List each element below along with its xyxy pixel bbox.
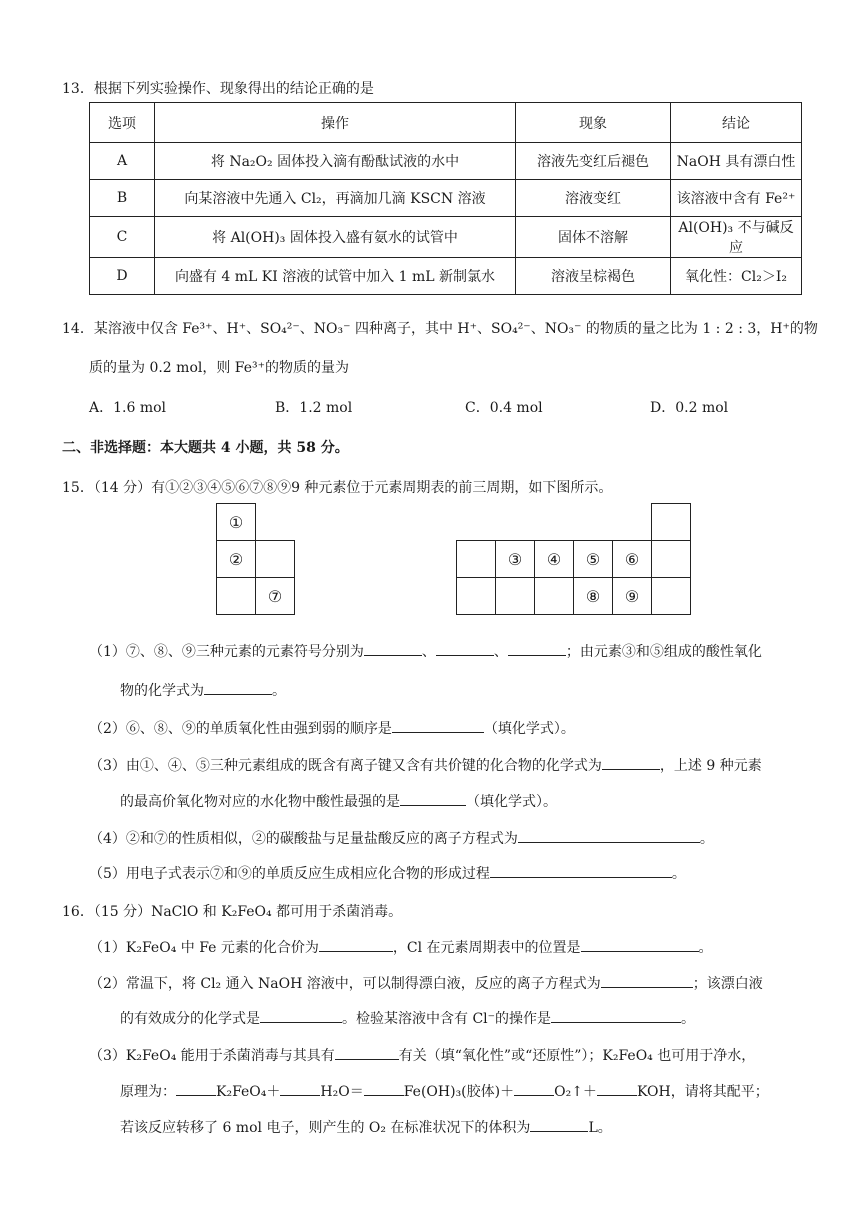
element-cell: ⑨ xyxy=(613,578,652,615)
element-cell: ② xyxy=(217,541,256,578)
option-a: A．1.6 mol xyxy=(89,400,167,416)
q16-part3-line3: 若该反应转移了 6 mol 电子，则产生的 O₂ 在标准状况下的体积为 L。 xyxy=(120,1117,612,1137)
answer-blank[interactable] xyxy=(260,1008,342,1023)
q15-part3-line2: 的最高价氧化物对应的水化物中酸性最强的是 （填化学式）。 xyxy=(120,791,557,811)
answer-blank[interactable] xyxy=(508,641,566,656)
element-cell: ⑦ xyxy=(256,578,295,615)
answer-blank[interactable] xyxy=(364,641,422,656)
option-c: C．0.4 mol xyxy=(465,400,543,416)
table-row xyxy=(90,180,802,217)
q16-part3-line1: （3）K₂FeO₄ 能用于杀菌消毒与其具有 有关（填“氧化性”或“还原性”）；K₂FeO₄ 也可用于净水， xyxy=(89,1045,755,1065)
q15-part5: （5）用电子式表示⑦和⑨的单质反应生成相应化合物的形成过程 。 xyxy=(89,863,686,883)
answer-blank[interactable] xyxy=(400,791,466,806)
answer-blank[interactable] xyxy=(490,863,672,878)
q15-part1-line1: （1）⑦、⑧、⑨三种元素的元素符号分别为 、 、 ；由元素③和⑤组成的酸性氧化 xyxy=(89,641,762,661)
option-label: D xyxy=(90,258,155,295)
operation-cell: 将 Al(OH)₃ 固体投入盛有氨水的试管中 xyxy=(155,217,516,258)
option-label: C xyxy=(90,217,155,258)
option-label: B xyxy=(90,180,155,217)
question-13-table xyxy=(89,102,802,295)
option-label: A xyxy=(90,143,155,180)
option-d: D．0.2 mol xyxy=(650,400,729,416)
phenomenon-cell: 溶液呈棕褐色 xyxy=(516,258,671,295)
answer-blank[interactable] xyxy=(436,641,494,656)
table-row xyxy=(90,258,802,295)
question-16-stem: 16．（15 分）NaClO 和 K₂FeO₄ 都可用于杀菌消毒。 xyxy=(62,904,403,920)
periodic-table-left xyxy=(216,503,295,615)
phenomenon-cell: 溶液先变红后褪色 xyxy=(516,143,671,180)
operation-cell: 向盛有 4 mL KI 溶液的试管中加入 1 mL 新制氯水 xyxy=(155,258,516,295)
q16-part2-line1: （2）常温下，将 Cl₂ 通入 NaOH 溶液中，可以制得漂白液，反应的离子方程式为 ；该漂白液 xyxy=(89,973,763,993)
section-heading: 二、非选择题：本大题共 4 小题，共 58 分。 xyxy=(62,440,349,456)
answer-blank[interactable] xyxy=(319,937,393,952)
answer-blank[interactable] xyxy=(392,718,484,733)
answer-blank[interactable] xyxy=(364,1081,404,1096)
answer-blank[interactable] xyxy=(514,1081,554,1096)
question-14-line1: 14．某溶液中仅含 Fe³⁺、H⁺、SO₄²⁻、NO₃⁻ 四种离子，其中 H⁺、SO₄²⁻、NO₃⁻ 的物质的量之比为 1 : 2 : 3，H⁺的物 xyxy=(62,321,818,337)
answer-blank[interactable] xyxy=(176,1081,216,1096)
q15-part4: （4）②和⑦的性质相似，②的碳酸盐与足量盐酸反应的离子方程式为 。 xyxy=(89,828,714,848)
conclusion-cell: Al(OH)₃ 不与碱反应 xyxy=(671,217,802,258)
element-cell: ④ xyxy=(535,541,574,578)
answer-blank[interactable] xyxy=(601,973,693,988)
q16-part3-line2: 原理为： K₂FeO₄＋ H₂O＝ Fe(OH)₃(胶体)＋ O₂↑＋ KOH，请将其配平； xyxy=(120,1081,769,1101)
answer-blank[interactable] xyxy=(518,828,700,843)
table-row xyxy=(90,143,802,180)
answer-blank[interactable] xyxy=(602,755,660,770)
phenomenon-cell: 溶液变红 xyxy=(516,180,671,217)
element-cell: ⑧ xyxy=(574,578,613,615)
answer-blank[interactable] xyxy=(581,937,699,952)
answer-blank[interactable] xyxy=(204,680,272,695)
answer-blank[interactable] xyxy=(280,1081,320,1096)
conclusion-cell: 该溶液中含有 Fe²⁺ xyxy=(671,180,802,217)
answer-blank[interactable] xyxy=(335,1045,399,1060)
table-row xyxy=(90,217,802,258)
table-header: 现象 xyxy=(516,103,671,143)
phenomenon-cell: 固体不溶解 xyxy=(516,217,671,258)
element-cell: ⑥ xyxy=(613,541,652,578)
element-cell: ③ xyxy=(496,541,535,578)
table-header: 结论 xyxy=(671,103,802,143)
table-header: 选项 xyxy=(90,103,155,143)
q15-part1-line2: 物的化学式为 。 xyxy=(120,680,286,700)
question-14-line2: 质的量为 0.2 mol，则 Fe³⁺的物质的量为 xyxy=(89,360,350,376)
periodic-table-right xyxy=(456,503,691,615)
operation-cell: 向某溶液中先通入 Cl₂，再滴加几滴 KSCN 溶液 xyxy=(155,180,516,217)
q16-part1: （1）K₂FeO₄ 中 Fe 元素的化合价为 ，Cl 在元素周期表中的位置是 。 xyxy=(89,937,713,957)
answer-blank[interactable] xyxy=(530,1117,588,1132)
option-b: B．1.2 mol xyxy=(275,400,353,416)
operation-cell: 将 Na₂O₂ 固体投入滴有酚酞试液的水中 xyxy=(155,143,516,180)
conclusion-cell: 氧化性：Cl₂＞I₂ xyxy=(671,258,802,295)
question-15-stem: 15．（14 分）有①②③④⑤⑥⑦⑧⑨9 种元素位于元素周期表的前三周期，如下图所示。 xyxy=(62,480,613,496)
q15-part2: （2）⑥、⑧、⑨的单质氧化性由强到弱的顺序是 （填化学式）。 xyxy=(89,718,575,738)
question-13-stem: 13．根据下列实验操作、现象得出的结论正确的是 xyxy=(62,81,374,97)
element-cell: ⑤ xyxy=(574,541,613,578)
answer-blank[interactable] xyxy=(597,1081,637,1096)
answer-blank[interactable] xyxy=(551,1008,681,1023)
q15-part3-line1: （3）由①、④、⑤三种元素组成的既含有离子键又含有共价键的化合物的化学式为 ，上述 9 种元素 xyxy=(89,755,762,775)
q16-part2-line2: 的有效成分的化学式是 。检验某溶液中含有 Cl⁻的操作是 。 xyxy=(120,1008,695,1028)
table-header: 操作 xyxy=(155,103,516,143)
element-cell: ① xyxy=(217,504,256,541)
conclusion-cell: NaOH 具有漂白性 xyxy=(671,143,802,180)
